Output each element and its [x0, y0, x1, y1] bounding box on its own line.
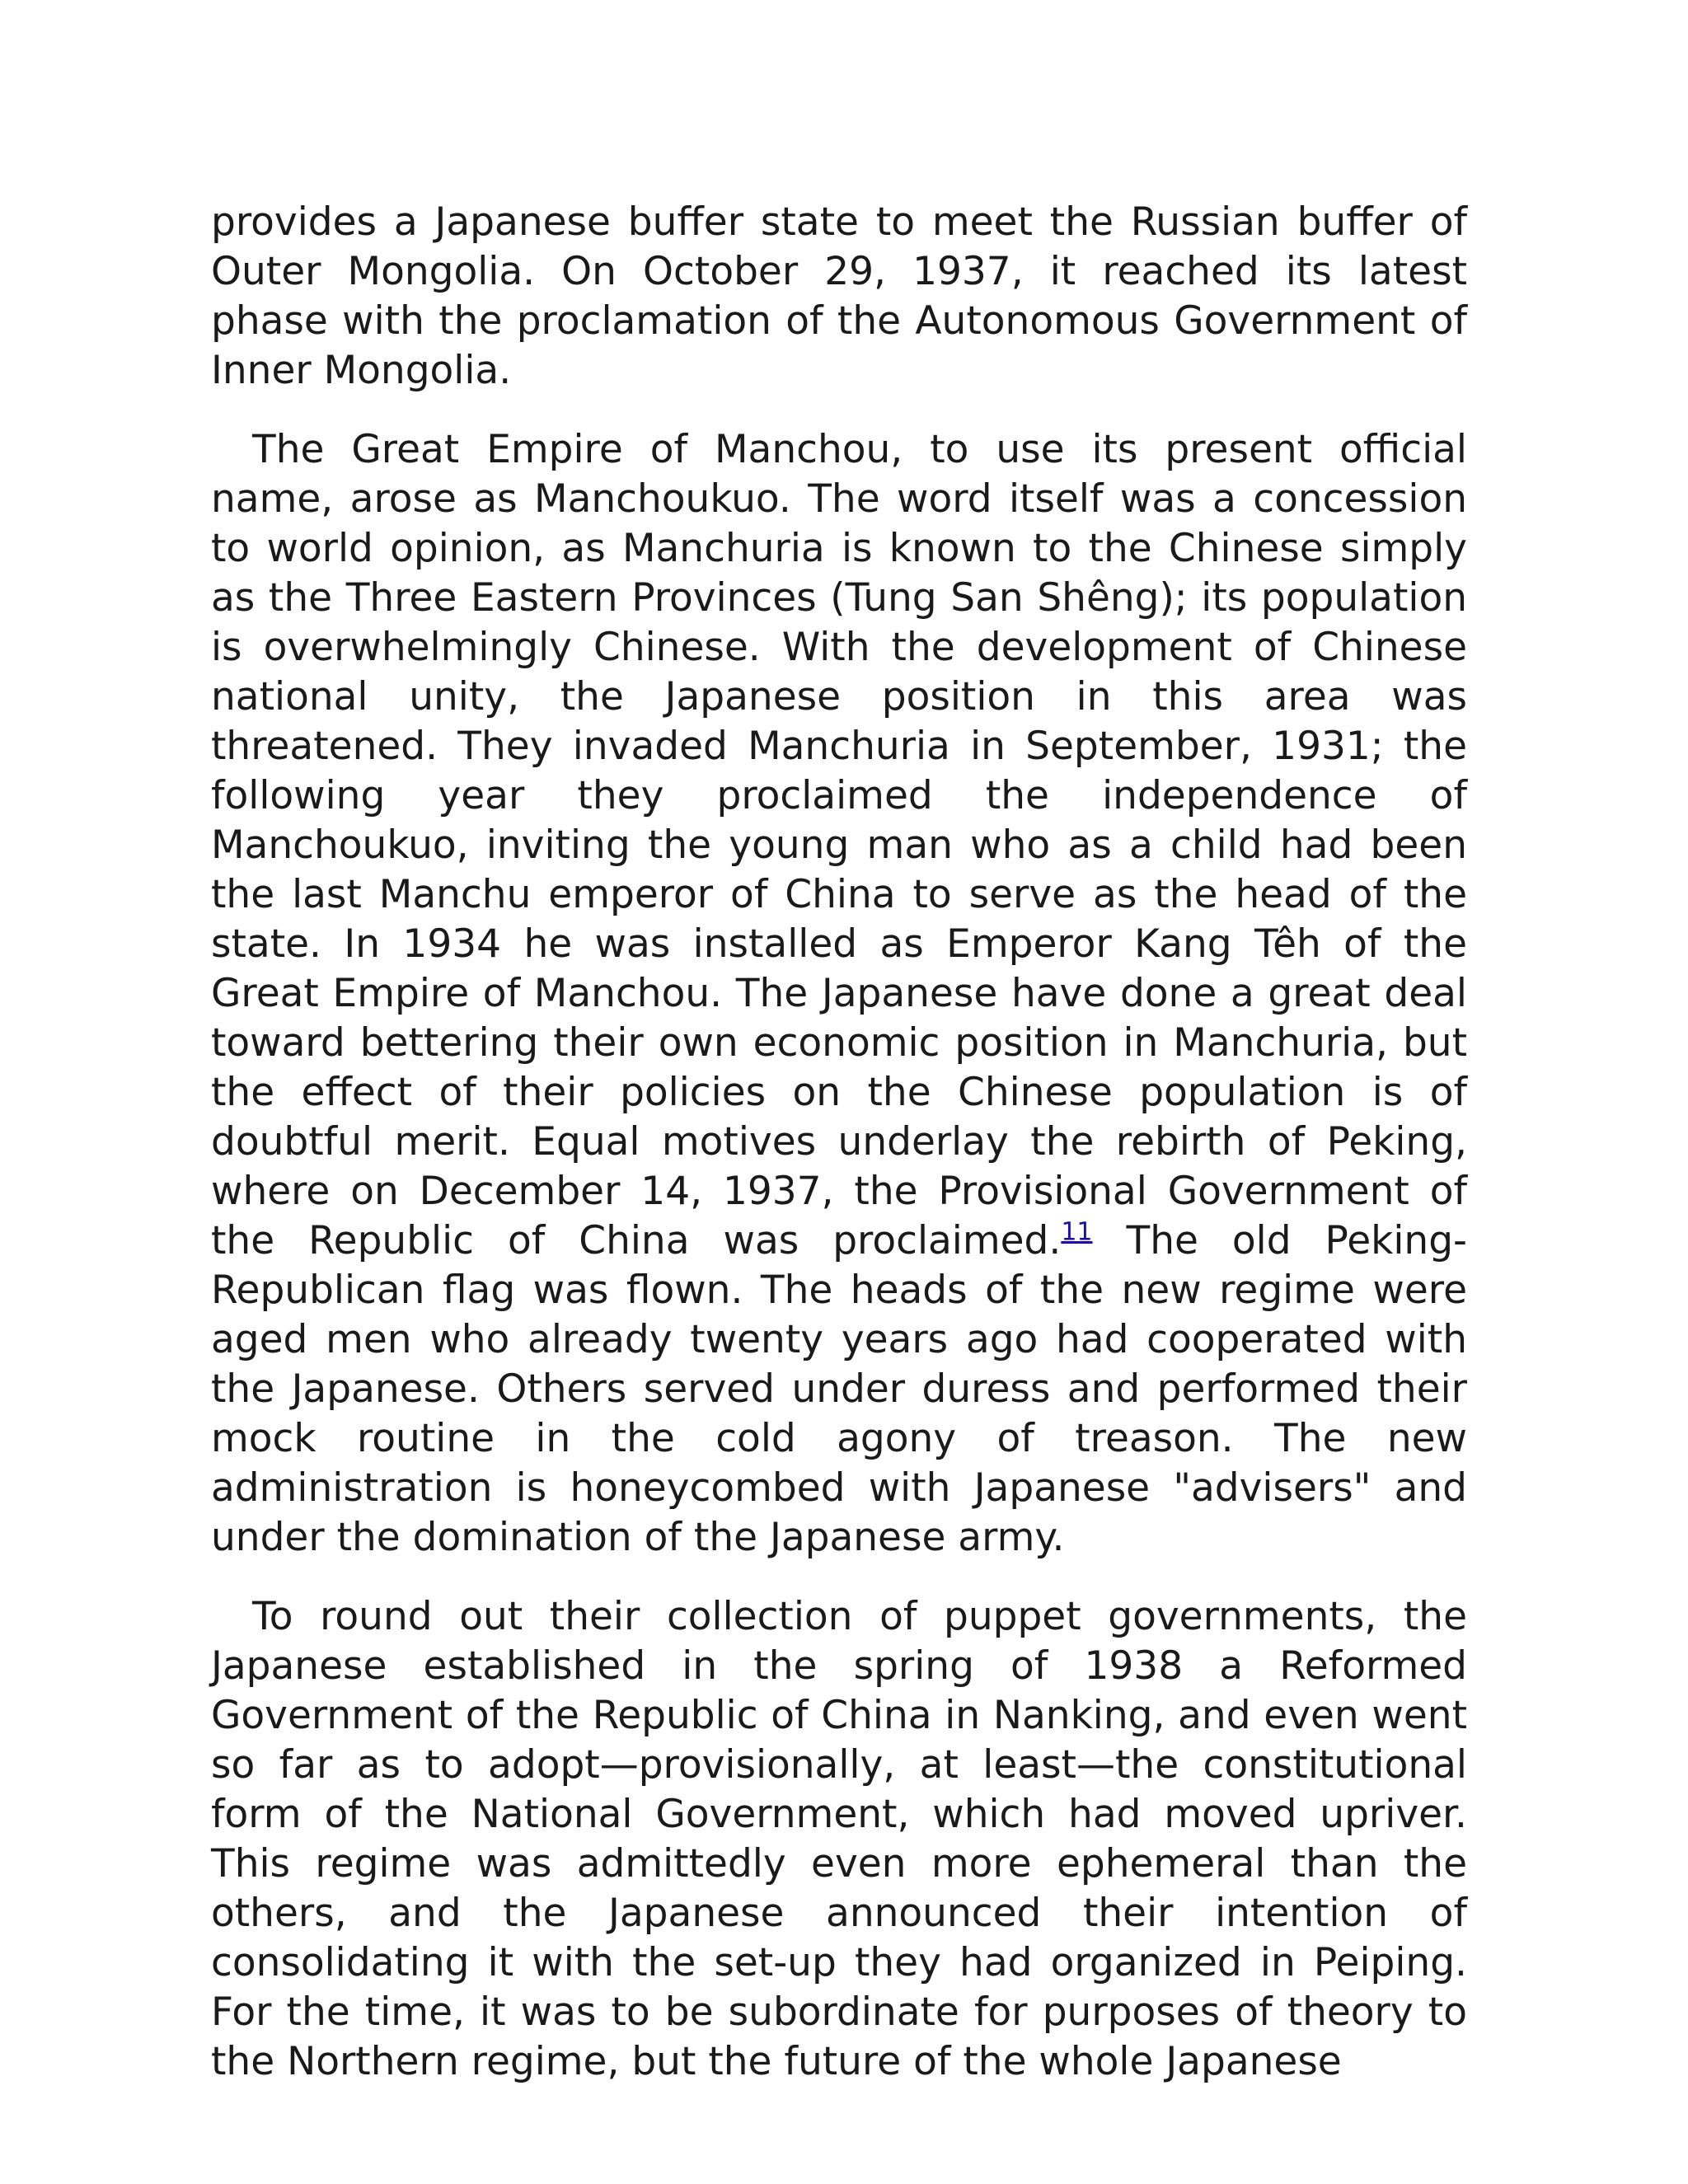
page-body — [211, 198, 1467, 2116]
paragraph-3-text: To round out their collection of puppet governments, the Japanese established in the spring of 1938 a Reformed Government of the Republic of China in Nanking, and even went so far as to adopt—provisionally, at least—the constitutional form of the National Government, which had moved upriver. This regime was admittedly even more ephemeral than the others, and the Japanese announced their intention of consolidating it with the set-up they had organized in Peiping. For the time, it was to be subordinate for purposes of theory to the Northern regime, but the future of the whole Japanese — [211, 1594, 1467, 2084]
paragraph-1 — [211, 198, 1467, 396]
paragraph-1-text: provides a Japanese buffer state to meet the Russian buffer of Outer Mongolia. On October 29, 1937, it reached its latest phase with the proclamation of the Autonomous Government of Inner Mongolia. — [211, 199, 1467, 393]
footnote-link[interactable]: 11 — [1061, 1217, 1093, 1247]
paragraph-2-text-before: The Great Empire of Manchou, to use its present official name, arose as Manchoukuo. The word itself was a concession to world opinion, as Manchuria is known to the Chinese simply as the Three Eastern Provinces (Tung San Shêng); its population is overwhelmingly Chinese. With the development of Chinese national unity, the Japanese position in this area was threatened. They invaded Manchuria in September, 1931; the following year they proclaimed the independence of Manchoukuo, inviting the young man who as a child had been the last Manchu emperor of China to serve as the head of the state. In 1934 he was installed as Emperor Kang Têh of the Great Empire of Manchou. The Japanese have done a great deal toward bettering their own economic position in Manchuria, but the effect of their policies on the Chinese population is of doubtful merit. Equal motives underlay the rebirth of Peking, where on December 14, 1937, the Provisional Government of the Republic of China was proclaimed. — [211, 427, 1467, 1263]
paragraph-2-text-after: The old Peking-Republican flag was flown. The heads of the new regime were aged men who already twenty years ago had cooperated with the Japanese. Others served under duress and performed their mock routine in the cold agony of treason. The new administration is honeycombed with Japanese "advisers" and under the domination of the Japanese army. — [211, 1218, 1467, 1560]
paragraph-2 — [211, 425, 1467, 1563]
paragraph-3 — [211, 1592, 1467, 2087]
